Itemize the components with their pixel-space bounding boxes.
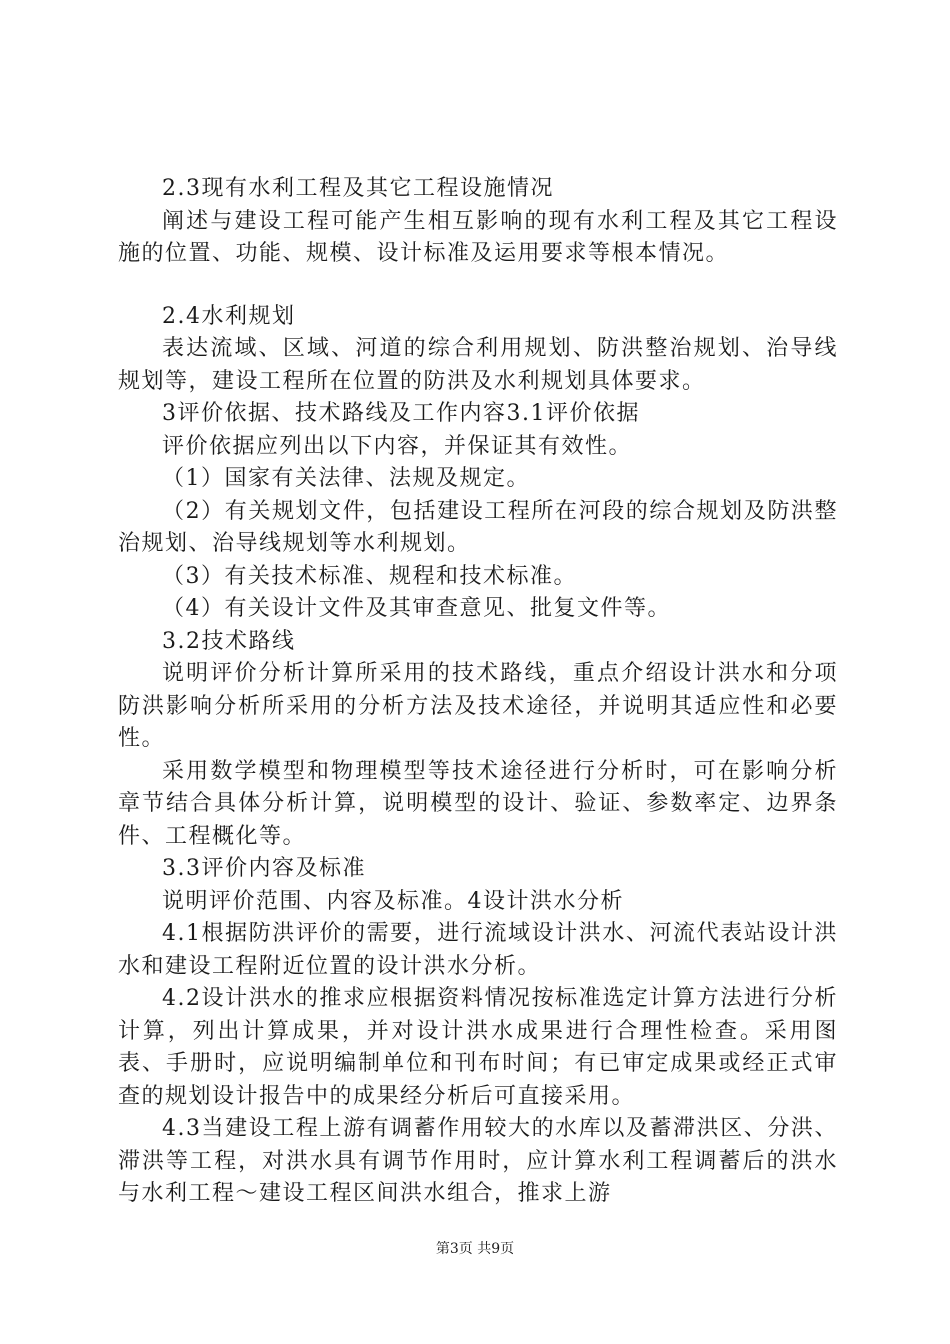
paragraph: 说明评价分析计算所采用的技术路线，重点介绍设计洪水和分项防洪影响分析所采用的分析方法及技术途径，并说明其适应性和必要性。 — [118, 661, 838, 751]
list-item: （4）有关设计文件及其审查意见、批复文件等。 — [162, 596, 671, 621]
document-body — [118, 173, 838, 1211]
paragraph: 阐述与建设工程可能产生相互影响的现有水利工程及其它工程设施的位置、功能、规模、设计标准及运用要求等根本情况。 — [118, 208, 838, 266]
heading-3-1: 3评价依据、技术路线及工作内容3.1评价依据 — [162, 401, 640, 426]
paragraph: 4.3当建设工程上游有调蓄作用较大的水库以及蓄滞洪区、分洪、滞洪等工程，对洪水具有调节作用时，应计算水利工程调蓄后的洪水与水利工程～建设工程区间洪水组合，推求上游 — [118, 1116, 838, 1206]
paragraph: 采用数学模型和物理模型等技术途径进行分析时，可在影响分析章节结合具体分析计算，说明模型的设计、验证、参数率定、边界条件、工程概化等。 — [118, 758, 838, 849]
heading-2-3: 2.3现有水利工程及其它工程设施情况 — [162, 176, 554, 201]
heading-3-2: 3.2技术路线 — [162, 628, 296, 654]
paragraph: 说明评价范围、内容及标准。4设计洪水分析 — [162, 888, 624, 914]
paragraph: 表达流域、区域、河道的综合利用规划、防洪整治规划、治导线规划等，建设工程所在位置的防洪及水利规划具体要求。 — [118, 336, 838, 394]
list-item: （3）有关技术标准、规程和技术标准。 — [162, 563, 577, 589]
paragraph: 评价依据应列出以下内容，并保证其有效性。 — [162, 433, 633, 459]
paragraph: 4.2设计洪水的推求应根据资料情况按标准选定计算方法进行分析计算，列出计算成果，并对设计洪水成果进行合理性检查。采用图表、手册时，应说明编制单位和刊布时间；有已审定成果或经正式审查的规划设计报告中的成果经分析后可直接采用。 — [118, 986, 838, 1109]
paragraph: 4.1根据防洪评价的需要，进行流域设计洪水、河流代表站设计洪水和建设工程附近位置的设计洪水分析。 — [118, 921, 838, 979]
list-item: （2）有关规划文件，包括建设工程所在河段的综合规划及防洪整治规划、治导线规划等水利规划。 — [118, 498, 838, 556]
list-item: （1）国家有关法律、法规及规定。 — [162, 466, 530, 491]
heading-2-4: 2.4水利规划 — [162, 303, 296, 329]
heading-3-3: 3.3评价内容及标准 — [162, 856, 366, 881]
page-number-footer: 第3页 共9页 — [435, 1241, 515, 1257]
